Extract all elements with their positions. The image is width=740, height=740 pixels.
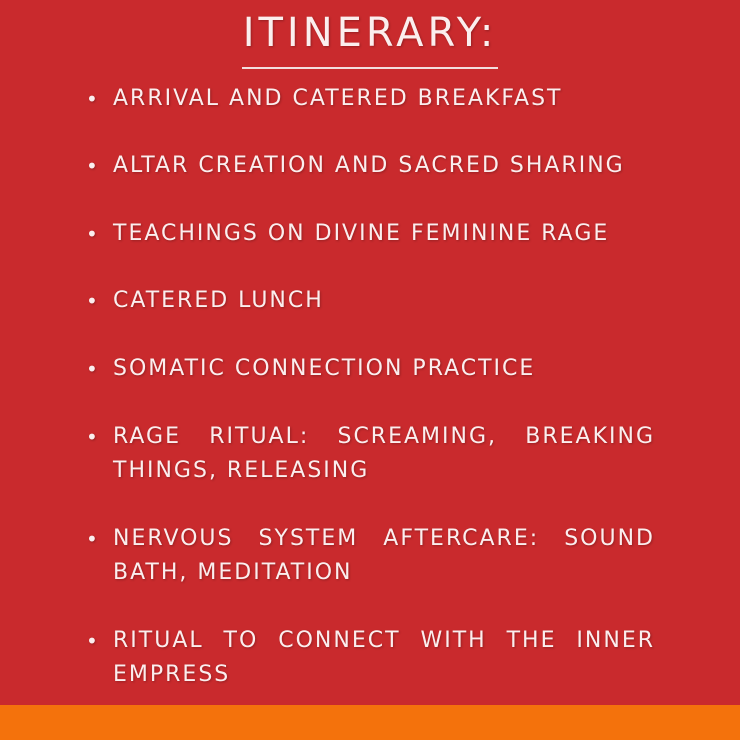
itinerary-item-text: TEACHINGS ON DIVINE FEMININE RAGE <box>113 221 610 246</box>
bullet-icon: • <box>86 87 100 111</box>
itinerary-item <box>80 352 655 386</box>
itinerary-item-text: SOMATIC CONNECTION PRACTICE <box>113 356 536 381</box>
itinerary-item-text: RAGE RITUAL: SCREAMING, BREAKING THINGS, RELEASING <box>113 424 655 483</box>
bullet-icon: • <box>86 425 100 449</box>
bullet-icon: • <box>86 629 100 653</box>
bullet-icon: • <box>86 289 100 313</box>
itinerary-item <box>80 149 655 183</box>
footer-accent-bar <box>0 705 740 740</box>
itinerary-item-text: NERVOUS SYSTEM AFTERCARE: SOUND BATH, MEDITATION <box>113 526 655 585</box>
itinerary-heading: ITINERARY: <box>242 10 498 56</box>
itinerary-item <box>80 522 655 590</box>
itinerary-item-text: ARRIVAL AND CATERED BREAKFAST <box>113 86 563 111</box>
bullet-icon: • <box>86 357 100 381</box>
bullet-icon: • <box>86 154 100 178</box>
itinerary-item <box>80 420 655 488</box>
itinerary-item <box>80 284 655 318</box>
itinerary-item <box>80 624 655 692</box>
itinerary-item-text: RITUAL TO CONNECT WITH THE INNER EMPRESS <box>113 628 655 687</box>
bullet-icon: • <box>86 222 100 246</box>
itinerary-item-text: CATERED LUNCH <box>113 288 324 313</box>
itinerary-item <box>80 217 655 251</box>
itinerary-item <box>80 82 655 116</box>
bullet-icon: • <box>86 527 100 551</box>
itinerary-item-text: ALTAR CREATION AND SACRED SHARING <box>113 153 625 178</box>
